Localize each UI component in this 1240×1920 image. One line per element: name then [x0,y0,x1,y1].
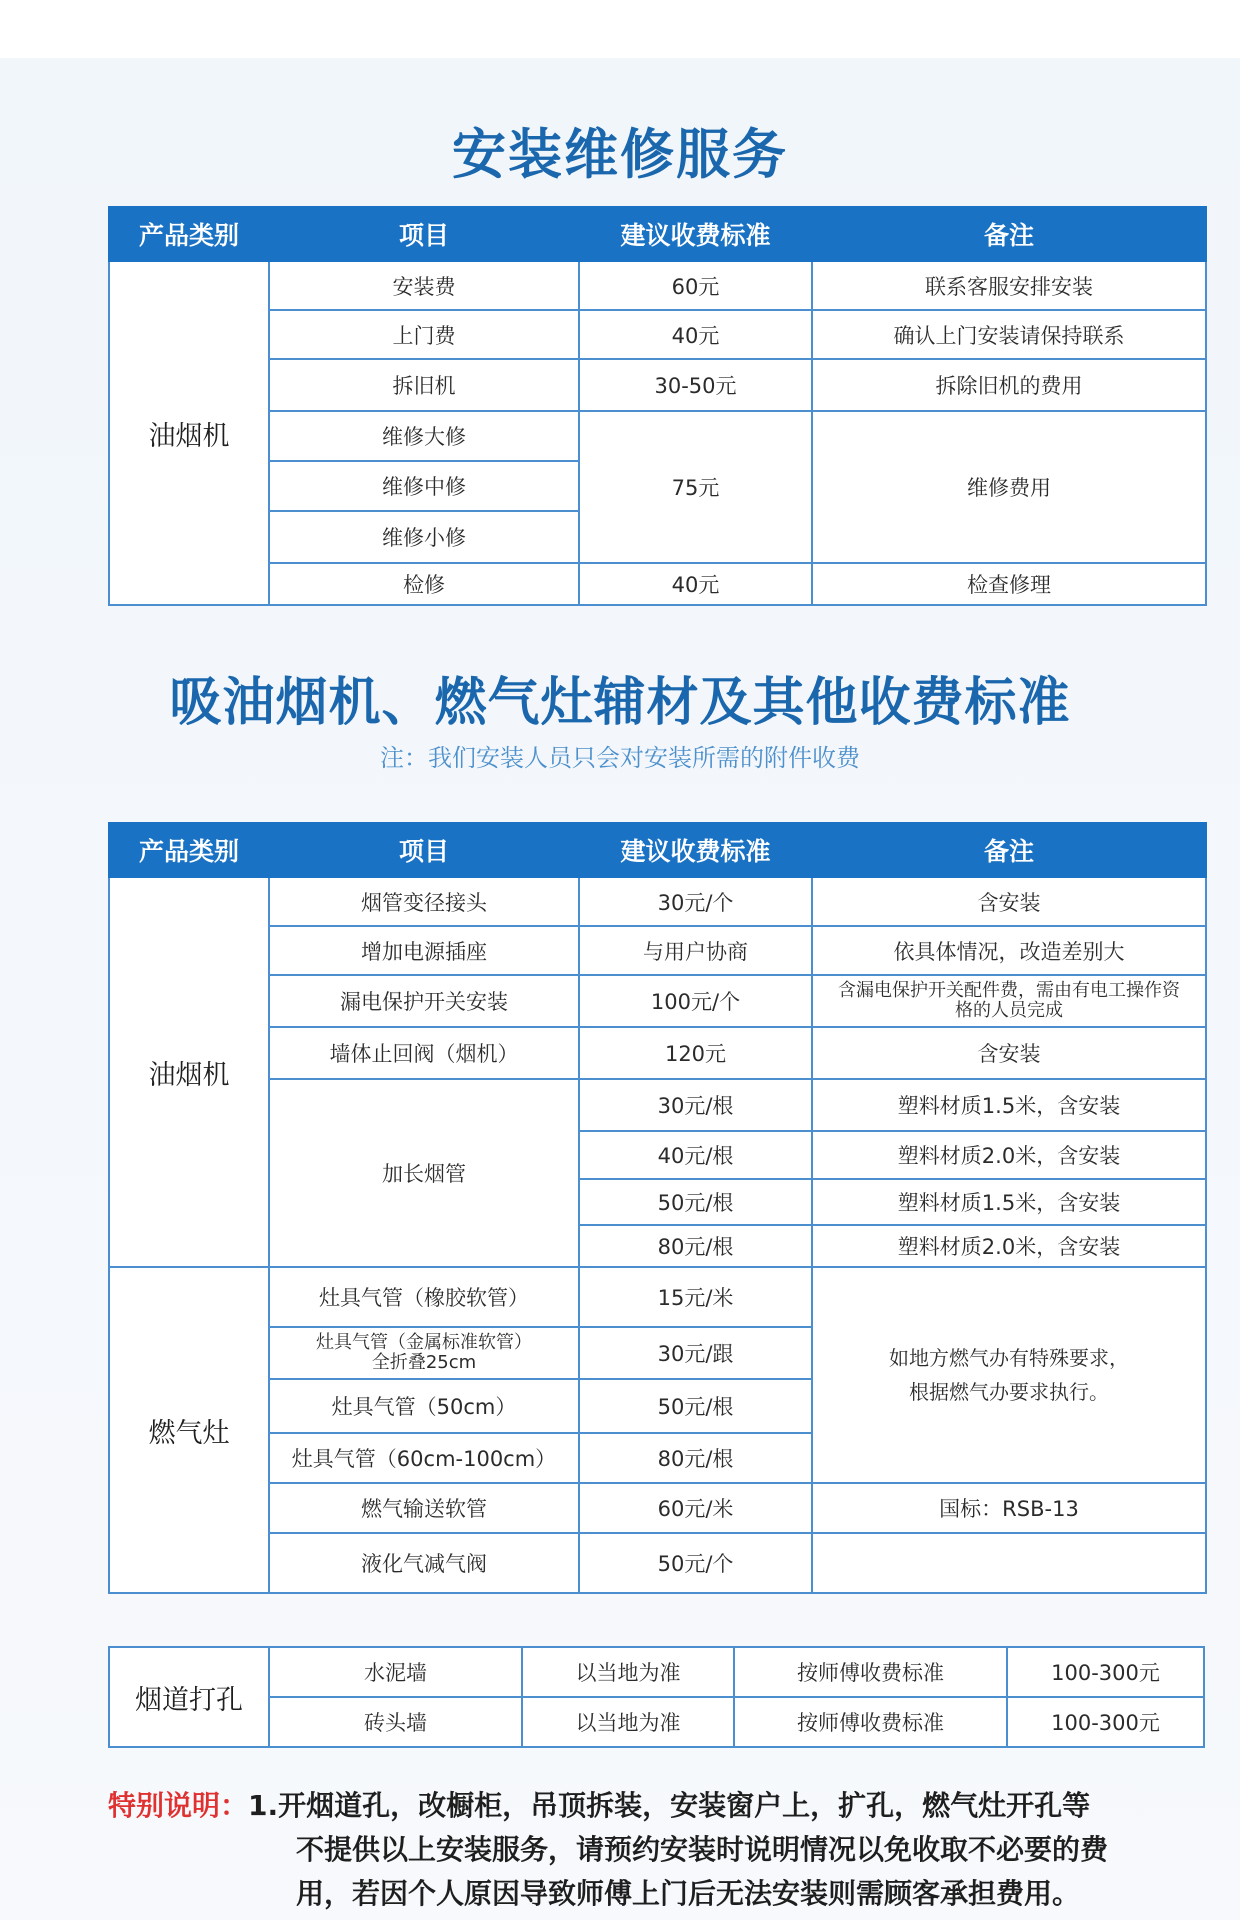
special-notice-line1: 1.开烟道孔，改橱柜，吊顶拆装，安装窗户上，扩孔，燃气灶开孔等 [248,1789,1091,1822]
header-item: 项目 [269,207,579,261]
price-cell: 40元 [579,310,812,359]
standard-cell: 按师傅收费标准 [734,1647,1007,1697]
table-row [109,1533,1206,1593]
category-cell: 燃气灶 [109,1267,269,1593]
remark-cell: 依具体情况，改造差别大 [812,926,1206,975]
remark-cell: 塑料材质1.5米，含安装 [812,1179,1206,1225]
special-notice-line2: 不提供以上安装服务，请预约安装时说明情况以免收取不必要的费 [296,1833,1109,1866]
item-cell: 灶具气管（50cm） [269,1379,579,1433]
table-row [109,411,1206,461]
item-cell: 维修大修 [269,411,579,461]
item-line: 灶具气管（金属标准软管） [316,1332,532,1353]
price-cell: 75元 [579,411,812,563]
price-cell: 40元 [579,563,812,605]
item-cell: 灶具气管（橡胶软管） [269,1267,579,1327]
special-notice [108,1784,1208,1916]
price-cell: 120元 [579,1027,812,1079]
accessories-table [108,822,1207,1594]
item-cell: 漏电保护开关安装 [269,975,579,1027]
item-cell: 安装费 [269,261,579,310]
remark-cell: 联系客服安排安装 [812,261,1206,310]
remark-cell: 含安装 [812,877,1206,926]
table-header-row [109,823,1206,877]
table-row [109,1079,1206,1131]
price-cell: 80元/根 [579,1433,812,1483]
table-row [109,1647,1204,1697]
item-cell: 灶具气管（60cm-100cm） [269,1433,579,1483]
price-cell: 50元/个 [579,1533,812,1593]
table-row [109,1267,1206,1327]
item-cell: 维修中修 [269,461,579,511]
table-row [109,310,1206,359]
price-cell: 15元/米 [579,1267,812,1327]
item-line: 全折叠25cm [371,1352,477,1373]
item-cell: 燃气输送软管 [269,1483,579,1533]
header-remark: 备注 [812,823,1206,877]
standard-cell: 按师傅收费标准 [734,1697,1007,1747]
item-cell [269,1327,579,1379]
category-cell: 油烟机 [109,261,269,605]
service-title: 安装维修服务 [452,123,788,186]
remark-cell: 含漏电保护开关配件费，需由有电工操作资格的人员完成 [812,975,1206,1027]
install-repair-table [108,206,1207,606]
remark-cell [812,1267,1206,1483]
price-cell: 与用户协商 [579,926,812,975]
special-notice-label: 特别说明： [108,1789,249,1822]
remark-cell: 塑料材质1.5米，含安装 [812,1079,1206,1131]
table-row [109,877,1206,926]
remark-cell: 含安装 [812,1027,1206,1079]
basis-cell: 以当地为准 [522,1647,734,1697]
table-row [109,926,1206,975]
header-category: 产品类别 [109,207,269,261]
remark-cell: 拆除旧机的费用 [812,359,1206,411]
wall-cell: 砖头墙 [269,1697,522,1747]
item-cell: 液化气减气阀 [269,1533,579,1593]
item-cell: 上门费 [269,310,579,359]
header-price: 建议收费标准 [579,207,812,261]
remark-cell: 确认上门安装请保持联系 [812,310,1206,359]
price-cell: 30元/根 [579,1079,812,1131]
remark-line: 根据燃气办要求执行。 [909,1380,1109,1404]
category-cell: 油烟机 [109,877,269,1267]
flue-drilling-table [108,1646,1205,1748]
item-cell: 烟管变径接头 [269,877,579,926]
price-cell: 30元/跟 [579,1327,812,1379]
special-notice-line3: 用，若因个人原因导致师傅上门后无法安装则需顾客承担费用。 [296,1877,1081,1910]
header-item: 项目 [269,823,579,877]
price-cell: 100元/个 [579,975,812,1027]
price-cell: 30-50元 [579,359,812,411]
item-cell: 拆旧机 [269,359,579,411]
item-cell: 检修 [269,563,579,605]
remark-cell: 塑料材质2.0米，含安装 [812,1131,1206,1179]
category-cell: 烟道打孔 [109,1647,269,1747]
header-category: 产品类别 [109,823,269,877]
price-cell: 60元 [579,261,812,310]
remark-cell: 国标：RSB-13 [812,1483,1206,1533]
price-cell: 50元/根 [579,1179,812,1225]
accessories-note: 注：我们安装人员只会对安装所需的附件收费 [380,744,860,772]
accessories-title: 吸油烟机、燃气灶辅材及其他收费标准 [169,673,1071,733]
item-cell: 增加电源插座 [269,926,579,975]
table-row [109,1483,1206,1533]
item-cell: 维修小修 [269,511,579,563]
basis-cell: 以当地为准 [522,1697,734,1747]
price-cell: 100-300元 [1007,1647,1204,1697]
table-row [109,975,1206,1027]
price-cell: 60元/米 [579,1483,812,1533]
table-row [109,1027,1206,1079]
remark-cell: 塑料材质2.0米，含安装 [812,1225,1206,1267]
table-row [109,563,1206,605]
remark-cell: 维修费用 [812,411,1206,563]
table-row [109,261,1206,310]
remark-line: 如地方燃气办有特殊要求， [889,1346,1129,1370]
table-header-row [109,207,1206,261]
item-cell: 加长烟管 [269,1079,579,1267]
header-price: 建议收费标准 [579,823,812,877]
wall-cell: 水泥墙 [269,1647,522,1697]
item-cell: 墙体止回阀（烟机） [269,1027,579,1079]
remark-cell [812,1533,1206,1593]
price-cell: 50元/根 [579,1379,812,1433]
table-row [109,359,1206,411]
table-row [109,1697,1204,1747]
header-remark: 备注 [812,207,1206,261]
price-cell: 80元/根 [579,1225,812,1267]
price-cell: 100-300元 [1007,1697,1204,1747]
remark-cell: 检查修理 [812,563,1206,605]
price-cell: 40元/根 [579,1131,812,1179]
price-cell: 30元/个 [579,877,812,926]
